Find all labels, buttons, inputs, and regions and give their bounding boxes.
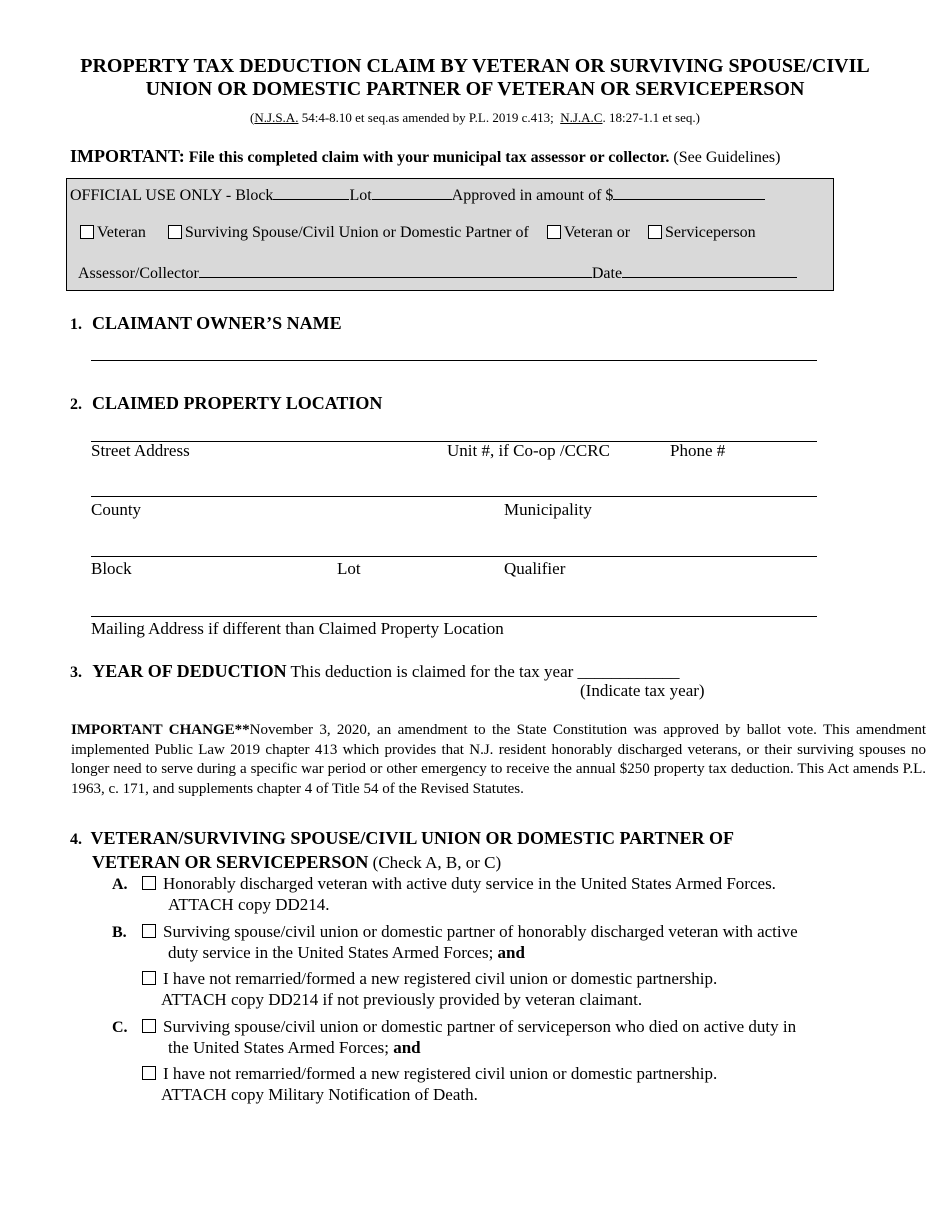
option-c-sub-text: I have not remarried/formed a new registered civil union or domestic partnership. ATTACH copy Military Notification of Death. [161,1064,718,1104]
qualifier-label: Qualifier [504,559,566,578]
option-b-sub-text: I have not remarried/formed a new registered civil union or domestic partnership. ATTACH copy DD214 if not previously provided by veteran claimant. [161,969,718,1009]
important-note: IMPORTANT: File this completed claim with your municipal tax assessor or collector. (See Guidelines) [70,146,781,166]
block-lot-qualifier-field[interactable] [91,556,817,557]
option-c-not-remarried-checkbox[interactable] [142,1066,156,1080]
option-c-text: Surviving spouse/civil union or domestic partner of serviceperson who died on active duty in the United States Armed Forces; and [163,1017,797,1057]
section-3: 3. YEAR OF DEDUCTION This deduction is claimed for the tax year ____________ [70,661,680,681]
section-2-heading: 2. CLAIMED PROPERTY LOCATION [70,393,383,413]
assessor-signature-field[interactable] [199,263,592,278]
official-use-box [66,178,834,291]
mailing-address-field[interactable] [91,616,817,617]
serviceperson-checkbox[interactable] [648,225,662,239]
street-address-label: Street Address [91,441,190,460]
njsa-ref: N.J.S.A. [254,110,299,125]
option-a-text: Honorably discharged veteran with active duty service in the United States Armed Forces. ATTACH copy DD214. [163,874,776,914]
county-municipality-field[interactable] [91,496,817,497]
mailing-address-label: Mailing Address if different than Claimed Property Location [91,619,504,638]
block-label: Block [91,559,132,578]
important-change-label: IMPORTANT CHANGE** [71,722,250,738]
section-1-heading: 1. CLAIMANT OWNER’S NAME [70,313,342,333]
official-row-3: Assessor/Collector Date [78,263,797,283]
section-4-heading: 4. VETERAN/SURVIVING SPOUSE/CIVIL UNION OR DOMESTIC PARTNER OF VETERAN OR SERVICEPERSON (Check A, B, or C) [70,828,734,872]
unit-label: Unit #, if Co-op /CCRC [447,441,610,460]
title-line-1: PROPERTY TAX DEDUCTION CLAIM BY VETERAN OR SURVIVING SPOUSE/CIVIL [80,55,870,77]
official-date-field[interactable] [622,263,797,278]
block-field[interactable] [273,185,349,200]
approved-amount-field[interactable] [613,185,765,200]
tax-year-text: This deduction is claimed for the tax year ____________ [286,662,680,681]
option-a-checkbox[interactable] [142,876,156,890]
county-label: County [91,500,142,519]
official-row-1: OFFICIAL USE ONLY - Block Lot Approved in amount of $ [70,185,765,205]
option-b-checkbox[interactable] [142,924,156,938]
municipality-label: Municipality [504,500,592,519]
important-change-paragraph: IMPORTANT CHANGE**November 3, 2020, an amendment to the State Constitution was approved by ballot vote. This amendment implemented Public Law 2019 chapter 413 which provides that N.J. resident honorably discharged veterans, or their surviving spouses no longer need to serve during a specific war period or other emergency to receive the annual $250 property tax deduction. This Act amends P.L. 1963, c. 171, and supplements chapter 4 of Title 54 of the Revised Statutes. [71,722,927,797]
option-b-letter: B. [112,924,127,941]
option-c-checkbox[interactable] [142,1019,156,1033]
title-line-2: UNION OR DOMESTIC PARTNER OF VETERAN OR SERVICEPERSON [145,78,805,100]
lot-field[interactable] [372,185,452,200]
option-c-letter: C. [112,1019,128,1036]
claimant-name-field[interactable] [91,360,817,361]
njac-ref: N.J.A.C [560,110,603,125]
lot-label: Lot [337,559,361,578]
statute-citation: (N.J.S.A. 54:4-8.10 et seq.as amended by P.L. 2019 c.413; N.J.A.C. 18:27-1.1 et seq.) [250,110,700,125]
important-label: IMPORTANT: [70,146,185,166]
official-row-2: Veteran Surviving Spouse/Civil Union or Domestic Partner of Veteran or Serviceperson [80,224,756,242]
phone-label: Phone # [670,441,726,460]
veteran-checkbox[interactable] [80,225,94,239]
tax-year-hint: (Indicate tax year) [580,681,705,700]
surviving-spouse-checkbox[interactable] [168,225,182,239]
veteran-or-checkbox[interactable] [547,225,561,239]
option-b-not-remarried-checkbox[interactable] [142,971,156,985]
option-b-text: Surviving spouse/civil union or domestic partner of honorably discharged veteran with active duty service in the United States Armed Forces; and [163,922,798,962]
form-title [40,55,910,101]
option-a-letter: A. [112,876,128,893]
